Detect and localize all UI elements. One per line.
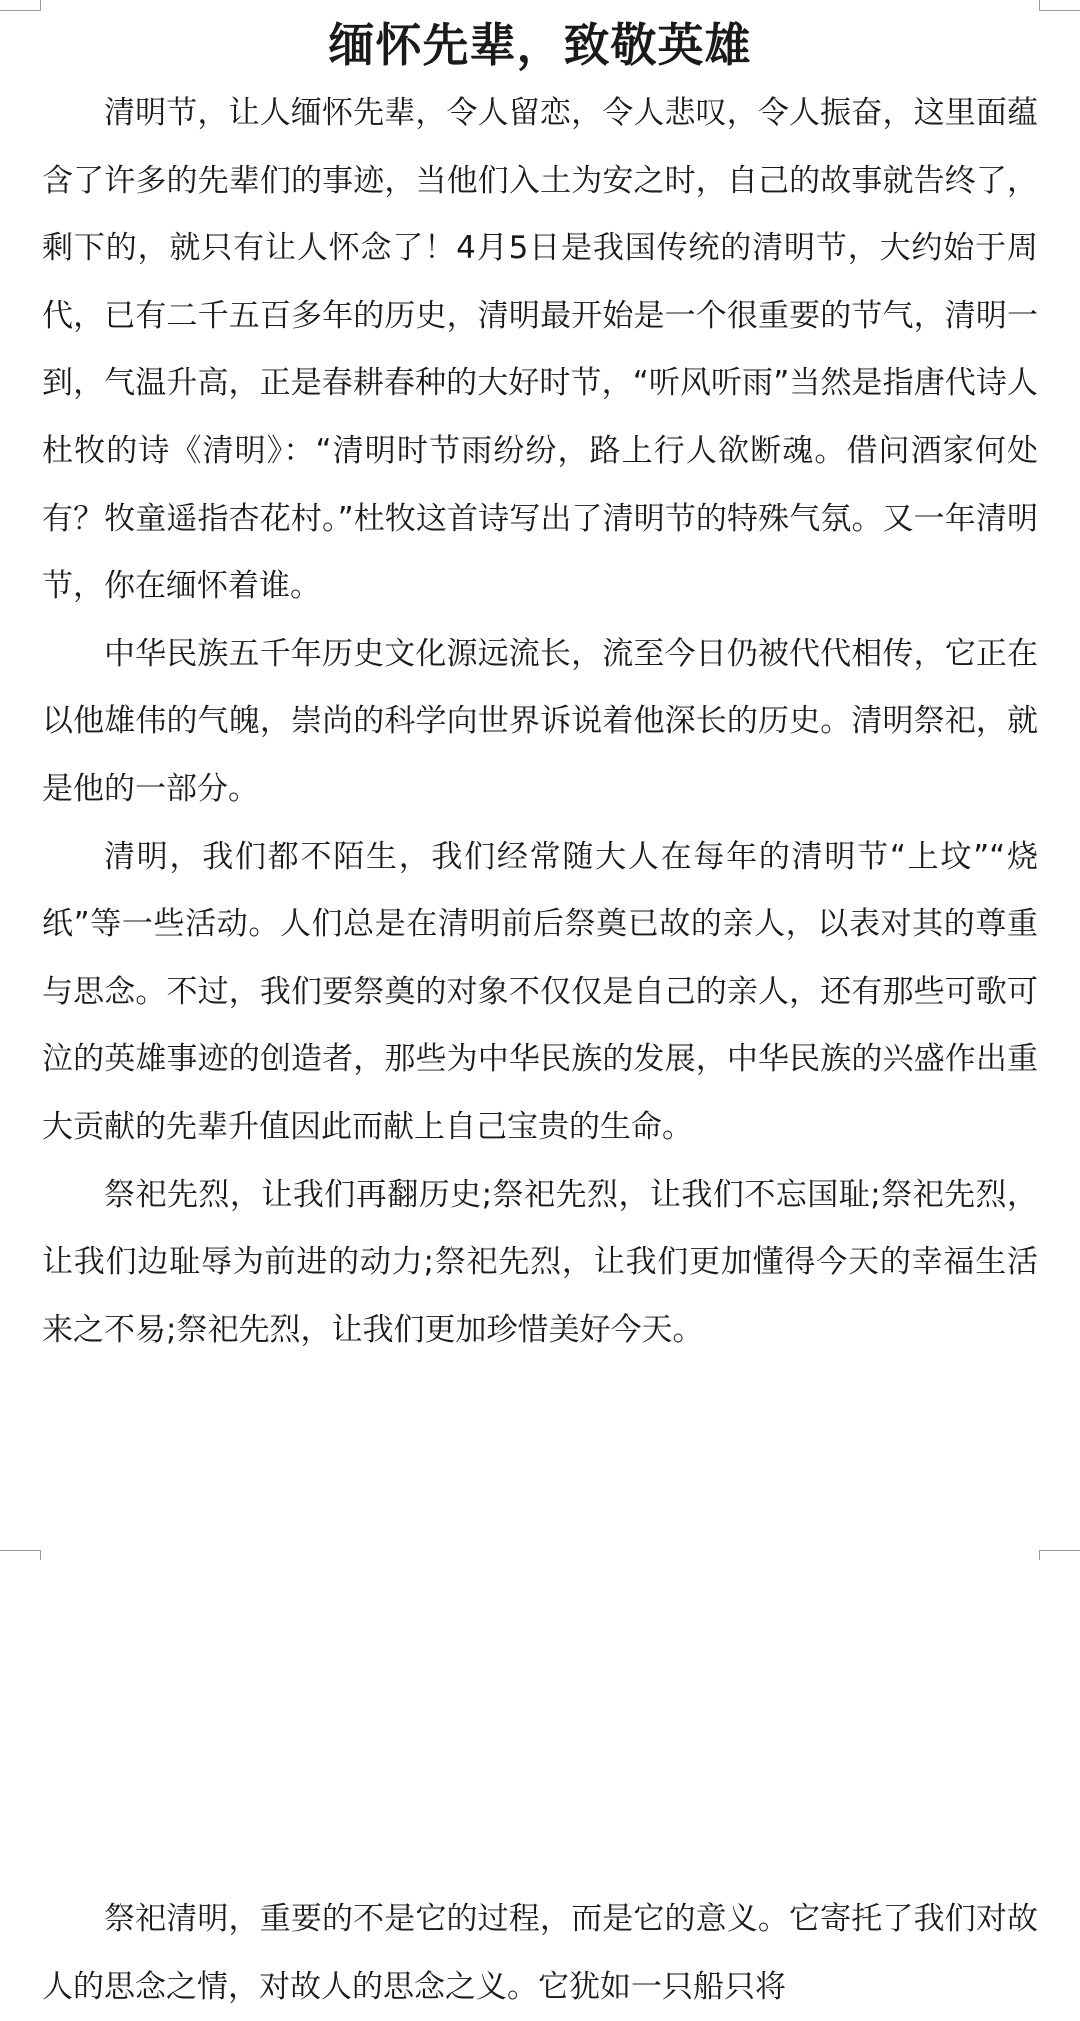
paragraph-3: 清明，我们都不陌生，我们经常随大人在每年的清明节“上坟”“烧纸”等一些活动。人们总是在清明前后祭奠已故的亲人，以表对其的尊重与思念。不过，我们要祭奠的对象不仅仅是自己的亲人，还有那些可歌可泣的英雄事迹的创造者，那些为中华民族的发展，中华民族的兴盛作出重大贡献的先辈升值因此而献上自己宝贵的生命。 — [42, 838, 1038, 1145]
paragraph-2: 中华民族五千年历史文化源远流长，流至今日仍被代代相传，它正在以他雄伟的气魄，崇尚的科学向世界诉说着他深长的历史。清明祭祀，就是他的一部分。 — [42, 635, 1038, 807]
document-body-page-2 — [42, 1886, 1038, 2021]
document-body — [42, 80, 1038, 1364]
document-title: 缅怀先辈，致敬英雄 — [328, 18, 752, 72]
paragraph-5: 祭祀清明，重要的不是它的过程，而是它的意义。它寄托了我们对故人的思念之情，对故人的思念之义。它犹如一只船只将 — [42, 1901, 1038, 2005]
page-gap — [0, 1560, 1080, 1834]
paragraph-1: 清明节，让人缅怀先辈，令人留恋，令人悲叹，令人振奋，这里面蕴含了许多的先辈们的事迹，当他们入土为安之时，自己的故事就告终了，剩下的，就只有让人怀念了！4月5日是我国传统的清明节，大约始于周代，已有二千五百多年的历史，清明最开始是一个很重要的节气，清明一到，气温升高，正是春耕春种的大好时节，“听风听雨”当然是指唐代诗人杜牧的诗《清明》：“清明时节雨纷纷，路上行人欲断魂。借问酒家何处有？牧童遥指杏花村。”杜牧这首诗写出了清明节的特殊气氛。又一年清明节，你在缅怀着谁。 — [42, 95, 1038, 605]
document-page-2 — [0, 1834, 1080, 2005]
paragraph-4: 祭祀先烈，让我们再翻历史;祭祀先烈，让我们不忘国耻;祭祀先烈，让我们边耻辱为前进的动力;祭祀先烈，让我们更加懂得今天的幸福生活来之不易;祭祀先烈，让我们更加珍惜美好今天。 — [42, 1176, 1038, 1348]
